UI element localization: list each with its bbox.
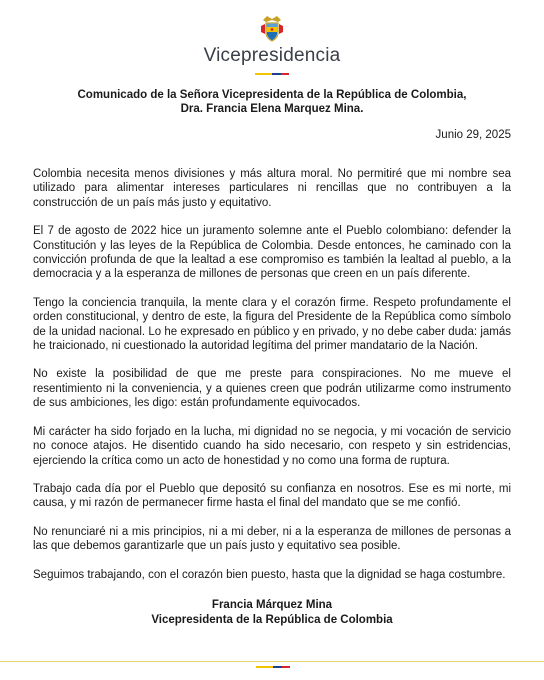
title-line-2: Dra. Francia Elena Marquez Mina. (180, 103, 364, 115)
flag-red (281, 73, 290, 75)
paragraph-8: Seguimos trabajando, con el corazón bien puesto, hasta que la dignidad se haga costumbre. (33, 568, 506, 581)
title-line-1: Comunicado de la Señora Vicepresidenta de la República de Colombia, (77, 89, 467, 101)
flag-blue (272, 73, 281, 75)
document-date: Junio 29, 2025 (435, 129, 511, 141)
brand-name: Vicepresidencia (203, 45, 341, 66)
paragraph-2: El 7 de agosto de 2022 hice un juramento solemne ante el Pueblo colombiano: defender la Constitución y las leyes de la República de Colombia. Desde entonces, he caminado con la convicción profunda de que la lealtad a ese compromiso es también la lealtad al pueblo, a la democracia y a la esperanza de millones de personas que creen en un país diferente. (33, 225, 511, 281)
flag-stripe (255, 73, 289, 75)
letterhead (0, 14, 544, 75)
footer-flag-blue (273, 666, 282, 668)
paragraph-6: Trabajo cada día por el Pueblo que depositó su confianza en nosotros. Ese es mi norte, mi causa, y mi razón de permanecer firme hasta el final del mandato que se me confió. (33, 482, 511, 510)
footer-flag-red (282, 666, 291, 668)
colombia-coat-of-arms-icon (259, 14, 285, 44)
flag-yellow (255, 73, 272, 75)
signature-name: Francia Márquez Mina (211, 599, 333, 611)
paragraph-1: Colombia necesita menos divisiones y más altura moral. No permitiré que mi nombre sea utilizado para alimentar intereses particulares ni rencillas que no contribuyen a la construcción de un país más justo y equitativo. (33, 168, 511, 209)
footer-divider (0, 661, 544, 662)
paragraph-3: Tengo la conciencia tranquila, la mente clara y el corazón firme. Respeto profundamente el orden constitucional, y dentro de este, la figura del Presidente de la República como símbolo de la unidad nacional. Lo he expresado en público y en privado, y no debe caber duda: jamás he traicionado, ni cuestionado la autoridad legítima del primer mandatario de la Nación. (33, 296, 511, 353)
signature-role: Vicepresidenta de la República de Colombia (151, 614, 393, 626)
paragraph-5: Mi carácter ha sido forjado en la lucha, mi dignidad no se negocia, y mi vocación de servicio no conoce atajos. He disentido cuando ha sido necesario, con respeto y sin estridencias, ejerciendo la crítica como un acto de honestidad y no como una forma de ruptura. (33, 425, 511, 467)
paragraph-7: No renunciaré ni a mis principios, ni a mi deber, ni a la esperanza de millones de personas a las que debemos garantizarle que un país justo y equitativo sea posible. (33, 525, 511, 553)
document-body (33, 167, 511, 596)
signature-block (0, 598, 544, 628)
footer-flag-stripe (256, 666, 290, 668)
paragraph-4: No existe la posibilidad de que me preste para conspiraciones. No me mueve el resentimiento ni la conveniencia, y a quienes creen que podrán utilizarme como instrumento de sus ambiciones, les digo: están profundamente equivocados. (33, 368, 511, 410)
document-title (0, 88, 544, 116)
footer-flag-yellow (256, 666, 273, 668)
